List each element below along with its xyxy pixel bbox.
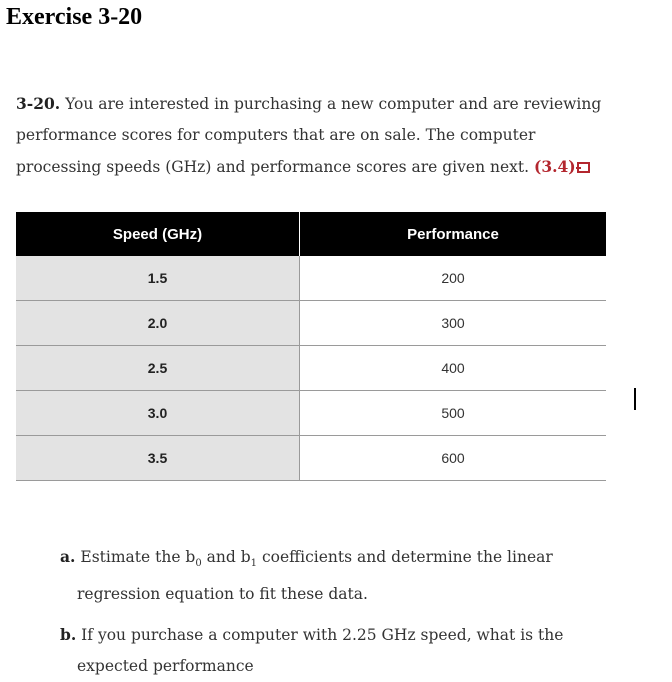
table-row bbox=[16, 256, 606, 301]
performance-cell: 400 bbox=[300, 346, 607, 391]
table-row bbox=[16, 391, 606, 436]
section-reference-link[interactable]: (3.4) bbox=[534, 157, 590, 176]
page-title: Exercise 3-20 bbox=[6, 4, 143, 30]
speed-cell: 1.5 bbox=[16, 256, 300, 301]
statement-line-1: 3-20. You are interested in purchasing a new computer and are reviewing bbox=[16, 94, 602, 113]
table-row bbox=[16, 346, 606, 391]
speed-cell: 2.5 bbox=[16, 346, 300, 391]
performance-cell: 200 bbox=[300, 256, 607, 301]
header-speed: Speed (GHz) bbox=[16, 212, 300, 256]
question-a: a. Estimate the $b_0$ and $b_1$ coefficients and determine the linear regression equation to fit these data. bbox=[60, 547, 553, 604]
link-icon bbox=[577, 162, 590, 173]
performance-cell: 500 bbox=[300, 391, 607, 436]
speed-cell: 3.5 bbox=[16, 436, 300, 481]
table-header-row bbox=[16, 212, 606, 256]
speed-cell: 3.0 bbox=[16, 391, 300, 436]
performance-cell: 600 bbox=[300, 436, 607, 481]
question-b-letter: b. bbox=[60, 625, 77, 644]
table-row bbox=[16, 436, 606, 481]
exercise-statement bbox=[16, 88, 616, 183]
data-table bbox=[16, 212, 606, 481]
table-row bbox=[16, 301, 606, 346]
performance-cell: 300 bbox=[300, 301, 607, 346]
question-a-letter: a. bbox=[60, 547, 76, 566]
text-cursor bbox=[634, 388, 636, 410]
statement-line-3: processing speeds (GHz) and performance scores are given next. (3.4) bbox=[16, 151, 616, 183]
exercise-number: 3-20. bbox=[16, 94, 61, 113]
speed-cell: 2.0 bbox=[16, 301, 300, 346]
statement-line-2: performance scores for computers that are on sale. The computer bbox=[16, 126, 536, 144]
question-b: b. If you purchase a computer with 2.25 GHz speed, what is the expected performance bbox=[60, 625, 564, 675]
header-performance: Performance bbox=[300, 212, 607, 256]
